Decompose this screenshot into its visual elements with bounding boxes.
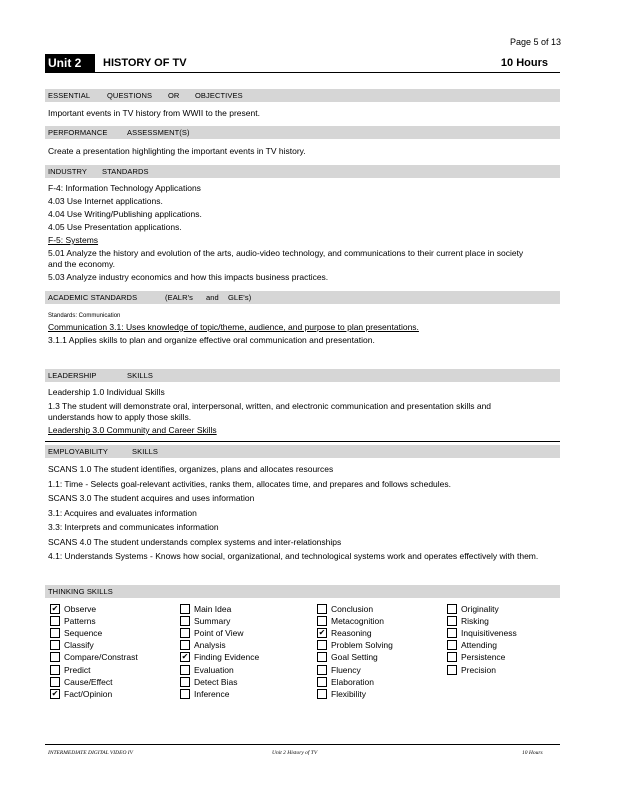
industry-line: 4.05 Use Presentation applications. [48,222,182,232]
checkbox-checked-icon[interactable]: ✔ [51,604,59,614]
thinking-skill-item[interactable] [180,639,259,651]
footer-course: INTERMEDIATE DIGITAL VIDEO IV [48,750,133,756]
bar-label: LEADERSHIP [48,371,97,380]
thinking-skill-item[interactable] [447,627,517,639]
thinking-skill-label: Problem Solving [331,640,393,651]
thinking-skill-item[interactable] [50,651,138,663]
leadership-line: Leadership 3.0 Community and Career Skills [48,425,217,435]
checkbox-checked-icon[interactable]: ✔ [181,652,189,662]
thinking-skill-label: Evaluation [194,664,234,675]
checkbox-empty-icon[interactable] [317,689,327,699]
thinking-skill-label: Originality [461,604,499,615]
thinking-skill-label: Persistence [461,652,506,663]
thinking-skill-item[interactable] [50,627,138,639]
bar-label: INDUSTRY [48,167,87,176]
thinking-skill-item[interactable] [50,688,138,700]
industry-line: F-5: Systems [48,235,99,245]
thinking-skill-item[interactable] [180,615,259,627]
thinking-skill-label: Flexibility [331,688,366,699]
leadership-line: 1.3 The student will demonstrate oral, interpersonal, written, and electronic communication and presentation skills and understands how to apply those skills. [48,401,492,422]
footer-unit: Unit 2 History of TV [272,750,318,756]
thinking-skill-item[interactable] [317,615,393,627]
employability-line: SCANS 3.0 The student acquires and uses information [48,493,255,503]
thinking-skill-label: Fact/Opinion [64,688,113,699]
thinking-skill-item[interactable] [447,615,517,627]
checkbox-empty-icon[interactable] [180,604,190,614]
checkbox-empty-icon[interactable] [317,604,327,614]
thinking-skill-label: Sequence [64,628,103,639]
thinking-skill-item[interactable] [180,676,259,688]
thinking-skill-item[interactable] [447,651,517,663]
thinking-skill-item[interactable] [50,663,138,675]
academic-label: Standards: Communication [48,313,121,319]
employability-line: 1.1: Time - Selects goal-relevant activities, ranks them, allocates time, and prepares and follows schedules. [48,479,451,489]
bar-label: (EALR's [165,293,193,302]
unit-title: HISTORY OF TV [103,57,187,69]
checkbox-empty-icon[interactable] [50,640,60,650]
bar-label: SKILLS [132,447,159,456]
thinking-skill-label: Predict [64,664,91,675]
thinking-skill-item[interactable] [447,603,517,615]
checkbox-empty-icon[interactable] [180,665,190,675]
leadership-skills-bar [45,369,560,382]
checkbox-empty-icon[interactable] [50,616,60,626]
checkbox-empty-icon[interactable] [317,640,327,650]
thinking-skill-item[interactable] [317,688,393,700]
thinking-skill-item[interactable] [50,603,138,615]
bar-label: ACADEMIC STANDARDS [48,293,138,302]
bar-label: ESSENTIAL [48,91,91,100]
employability-line: 3.1: Acquires and evaluates information [48,508,197,518]
academic-line: Communication 3.1: Uses knowledge of topic/theme, audience, and purpose to plan presentations. [48,322,419,332]
thinking-skill-label: Inference [194,688,230,699]
thinking-skill-label: Compare/Constrast [64,652,138,663]
checkbox-empty-icon[interactable] [317,652,327,662]
bar-label: EMPLOYABILITY [48,447,108,456]
thinking-skill-label: Analysis [194,640,226,651]
thinking-skill-item[interactable] [317,676,393,688]
thinking-skill-item[interactable] [317,627,393,639]
section-divider [45,441,560,442]
industry-standards-bar [45,165,560,178]
checkbox-empty-icon[interactable] [447,616,457,626]
thinking-skill-item[interactable] [447,663,517,675]
thinking-skill-item[interactable] [317,663,393,675]
bar-label: THINKING SKILLS [48,587,113,596]
thinking-skill-item[interactable] [317,651,393,663]
essential-questions-text: Important events in TV history from WWII to the present. [48,108,260,118]
thinking-skill-item[interactable] [180,627,259,639]
checkbox-checked-icon[interactable]: ✔ [51,688,59,698]
thinking-skills-bar [45,585,560,598]
thinking-skill-label: Summary [194,616,231,627]
thinking-skills-column [447,603,517,676]
unit-hours: 10 Hours [500,57,548,69]
employability-line: SCANS 1.0 The student identifies, organizes, plans and allocates resources [48,464,334,474]
checkbox-empty-icon[interactable] [180,616,190,626]
checkbox-empty-icon[interactable] [447,652,457,662]
industry-line: 5.01 Analyze the history and evolution of the arts, audio-video technology, and communications to their current place in society and the economy. [48,248,524,269]
checkbox-empty-icon[interactable] [317,616,327,626]
bar-label: STANDARDS [102,167,149,176]
bar-label: and [206,293,219,302]
leadership-line: Leadership 1.0 Individual Skills [48,387,165,397]
thinking-skill-label: Detect Bias [194,676,238,687]
checkbox-empty-icon[interactable] [180,689,190,699]
academic-standards-bar [45,291,560,304]
footer-divider [45,744,560,745]
thinking-skill-label: Elaboration [331,676,375,687]
thinking-skill-label: Precision [461,664,496,675]
checkbox-empty-icon[interactable] [50,652,60,662]
bar-label: OBJECTIVES [195,91,243,100]
employability-line: 4.1: Understands Systems - Knows how social, organizational, and technological systems work and operates effectively with them. [48,551,539,561]
academic-line: 3.1.1 Applies skills to plan and organize effective oral communication and presentation. [48,335,375,345]
checkbox-empty-icon[interactable] [180,677,190,687]
checkbox-empty-icon[interactable] [317,677,327,687]
thinking-skill-item[interactable] [317,639,393,651]
thinking-skill-label: Conclusion [331,604,374,615]
checkbox-empty-icon[interactable] [447,628,457,638]
employability-line: 3.3: Interprets and communicates information [48,522,219,532]
industry-line: 4.03 Use Internet applications. [48,196,163,206]
thinking-skill-label: Observe [64,604,97,615]
employability-skills-bar [45,445,560,458]
thinking-skill-label: Metacognition [331,616,384,627]
checkbox-empty-icon[interactable] [447,604,457,614]
thinking-skill-item[interactable] [447,639,517,651]
industry-line: 5.03 Analyze industry economics and how this impacts business practices. [48,272,329,282]
thinking-skills-column [50,603,138,700]
thinking-skill-item[interactable] [180,663,259,675]
bar-label: OR [168,91,180,100]
checkbox-empty-icon[interactable] [180,628,190,638]
thinking-skill-item[interactable] [180,688,259,700]
thinking-skill-label: Goal Setting [331,652,378,663]
performance-assessment-text: Create a presentation highlighting the important events in TV history. [48,146,306,156]
checkbox-empty-icon[interactable] [180,640,190,650]
thinking-skill-item[interactable] [50,639,138,651]
bar-label: ASSESSMENT(S) [127,128,190,137]
performance-assessment-bar [45,126,560,139]
thinking-skills-column [180,603,259,700]
checkbox-checked-icon[interactable]: ✔ [318,628,326,638]
thinking-skill-item[interactable] [180,603,259,615]
checkbox-empty-icon[interactable] [50,665,60,675]
thinking-skill-item[interactable] [317,603,393,615]
page-number: Page 5 of 13 [510,37,562,47]
bar-label: GLE's) [228,293,252,302]
thinking-skill-label: Main Idea [194,604,232,615]
thinking-skill-label: Inquisitiveness [461,628,517,639]
checkbox-empty-icon[interactable] [317,665,327,675]
checkbox-empty-icon[interactable] [50,677,60,687]
thinking-skill-label: Patterns [64,616,96,627]
thinking-skill-label: Cause/Effect [64,676,113,687]
essential-questions-bar [45,89,560,102]
thinking-skill-label: Attending [461,640,497,651]
bar-label: PERFORMANCE [48,128,108,137]
thinking-skill-item[interactable] [180,651,259,663]
checkbox-empty-icon[interactable] [447,665,457,675]
checkbox-empty-icon[interactable] [447,640,457,650]
thinking-skill-label: Finding Evidence [194,652,260,663]
bar-label: QUESTIONS [107,91,153,100]
bar-label: SKILLS [127,371,154,380]
thinking-skill-item[interactable] [50,676,138,688]
thinking-skill-item[interactable] [50,615,138,627]
industry-line: F-4: Information Technology Applications [48,183,201,193]
thinking-skill-label: Fluency [331,664,361,675]
thinking-skills-column [317,603,393,700]
thinking-skill-label: Risking [461,616,489,627]
employability-line: SCANS 4.0 The student understands complex systems and inter-relationships [48,537,342,547]
thinking-skill-label: Point of View [194,628,244,639]
unit-label: Unit 2 [45,54,95,72]
unit-header [45,54,560,73]
thinking-skill-label: Reasoning [331,628,372,639]
thinking-skill-label: Classify [64,640,94,651]
footer-hours: 10 Hours [522,750,543,756]
industry-line: 4.04 Use Writing/Publishing applications. [48,209,202,219]
checkbox-empty-icon[interactable] [50,628,60,638]
